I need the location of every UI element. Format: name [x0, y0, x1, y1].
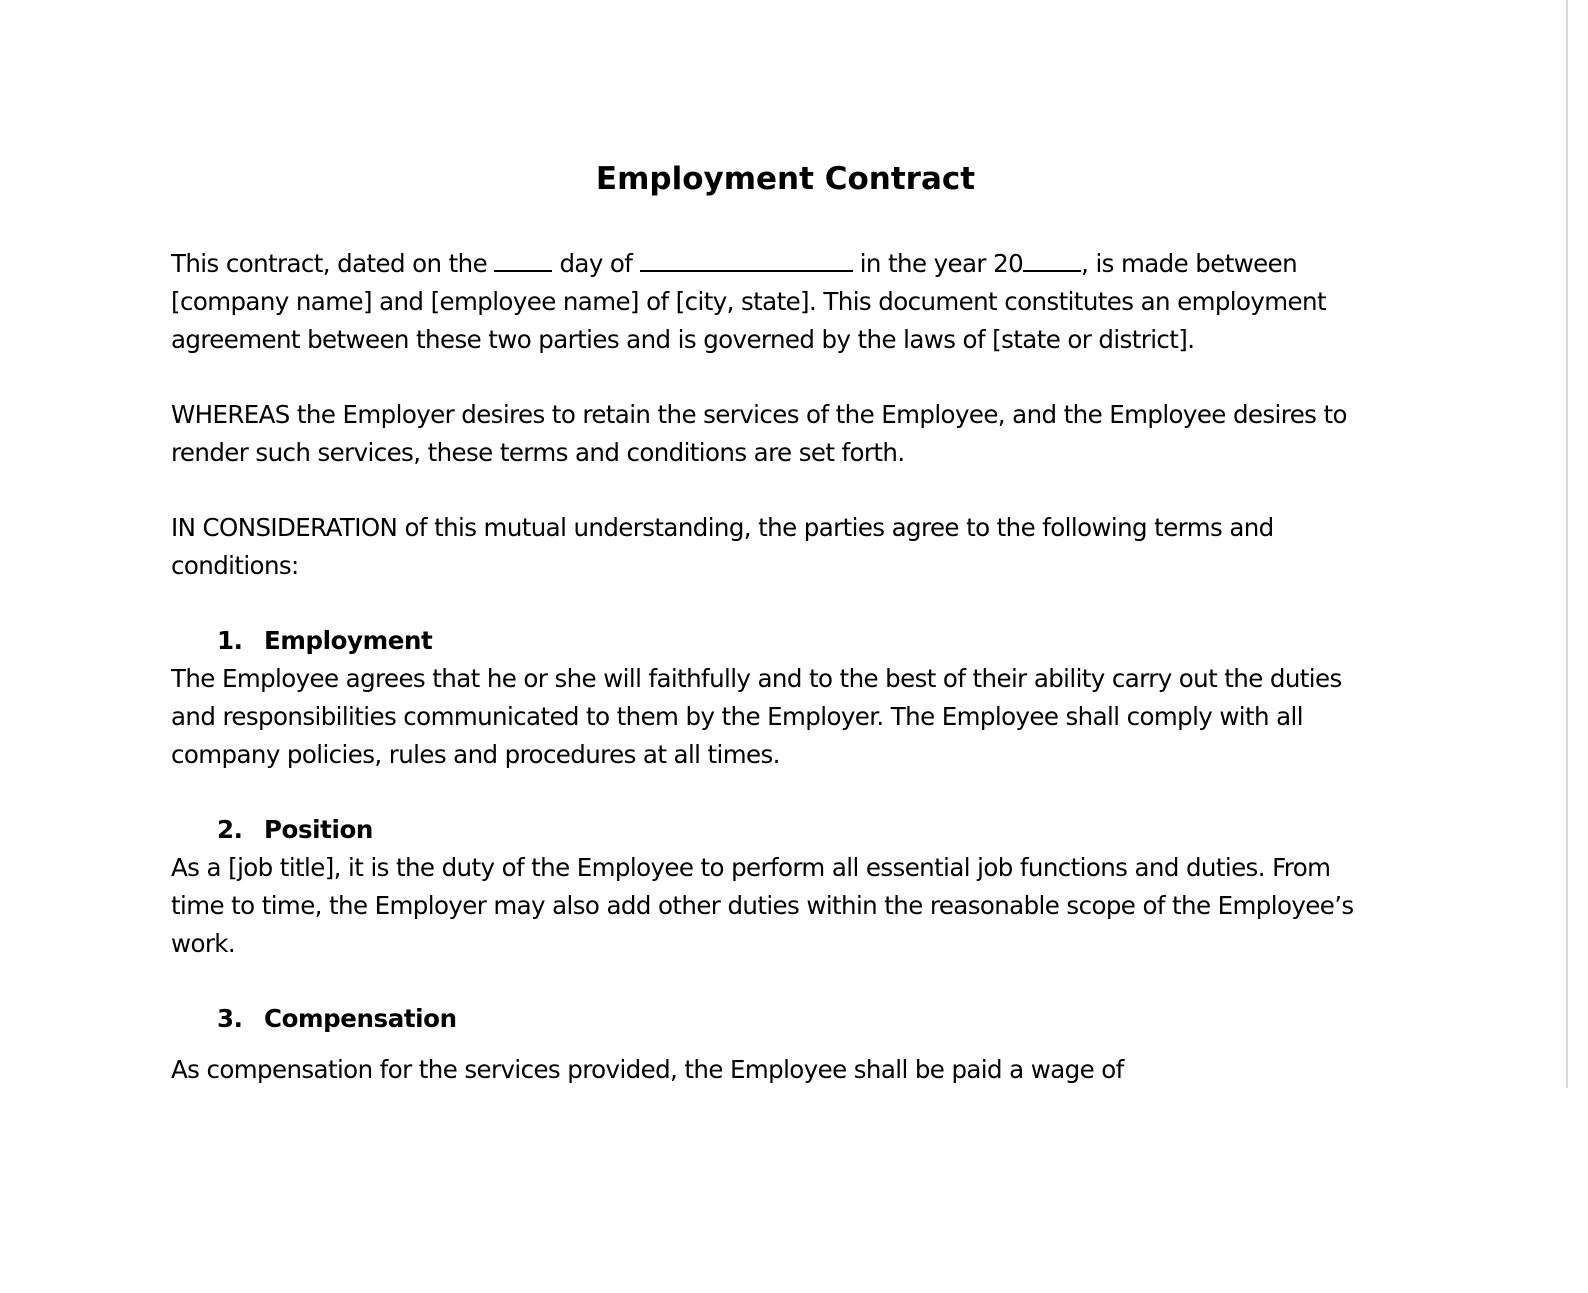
section-title: Employment [264, 626, 433, 655]
section-number: 1. [217, 626, 243, 655]
section-heading-compensation [171, 1000, 1386, 1038]
month-blank [640, 248, 853, 272]
document-content [171, 160, 1386, 1038]
page-edge-divider [1566, 0, 1568, 1088]
section-heading-employment [171, 622, 1386, 660]
intro-text-4: , is made between [company name] and [employee name] of [city, state]. This document constitutes an employment agreement between these two parties and is governed by the laws of [state or district]. [171, 249, 1326, 354]
day-blank [494, 248, 552, 272]
intro-text-1: This contract, dated on the [171, 249, 495, 278]
section-title: Compensation [264, 1004, 457, 1033]
year-blank [1023, 248, 1081, 272]
whereas-paragraph: WHEREAS the Employer desires to retain the services of the Employee, and the Employee desires to render such services, these terms and conditions are set forth. [171, 400, 1347, 467]
intro-text-2: day of [552, 249, 640, 278]
section-body-compensation-cut [171, 1055, 1201, 1089]
section-body-employment: The Employee agrees that he or she will faithfully and to the best of their ability carry out the duties and responsibilities communicated to them by the Employer. The Employee shall comply with all company policies, rules and procedures at all times. [171, 664, 1342, 769]
section-heading-position [171, 811, 1386, 849]
document-title: Employment Contract [595, 161, 976, 197]
consideration-paragraph: IN CONSIDERATION of this mutual understanding, the parties agree to the following terms and conditions: [171, 513, 1274, 580]
section-title: Position [264, 815, 373, 844]
section-body-position: As a [job title], it is the duty of the Employee to perform all essential job functions and duties. From time to time, the Employer may also add other duties within the reasonable scope of the Employee’s work. [171, 853, 1354, 958]
section-number: 3. [217, 1004, 243, 1033]
section-body-compensation: As compensation for the services provided, the Employee shall be paid a wage of [171, 1055, 1124, 1084]
intro-paragraph [171, 245, 1386, 359]
intro-text-3: in the year 20 [852, 249, 1024, 278]
section-number: 2. [217, 815, 243, 844]
